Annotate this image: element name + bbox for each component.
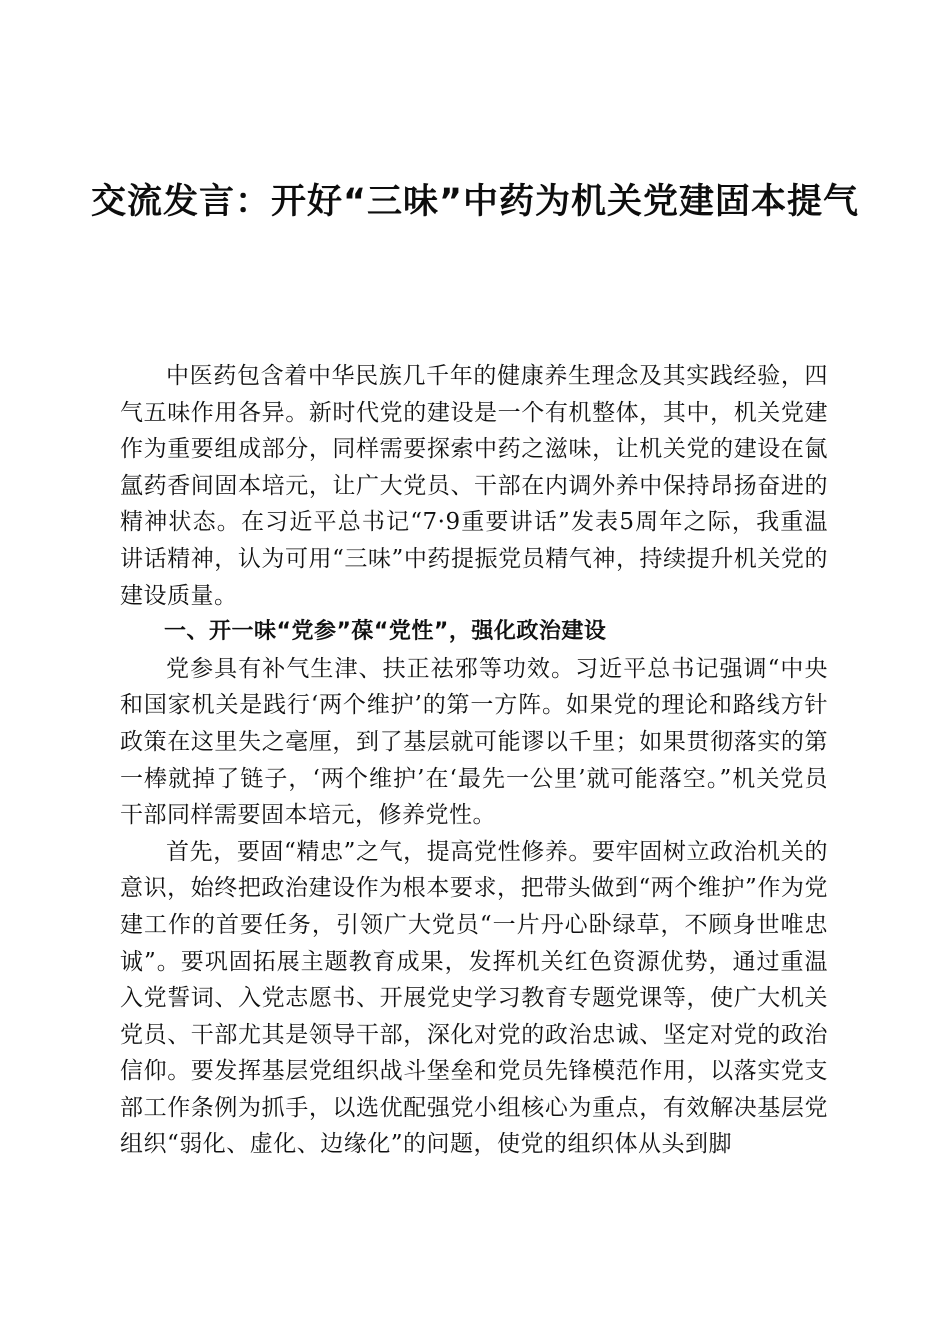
section-heading: 一、开一味“党参”葆“党性”，强化政治建设 — [164, 619, 607, 645]
document-body — [120, 358, 828, 1163]
body-paragraph: 首先，要固“精忠”之气，提高党性修养。要牢固树立政治机关的意识，始终把政治建设作为根本要求，把带头做到“两个维护”作为党建工作的首要任务，引领广大党员“一片丹心卧绿草，不顾身世唯忠诚”。要巩固拓展主题教育成果，发挥机关红色资源优势，通过重温入党誓词、入党志愿书、开展党史学习教育专题党课等，使广大机关党员、干部尤其是领导干部，深化对党的政治忠诚、坚定对党的政治信仰。要发挥基层党组织战斗堡垒和党员先锋模范作用，以落实党支部工作条例为抓手，以选优配强党小组核心为重点，有效解决基层党组织“弱化、虚化、边缘化”的问题，使党的组织体从头到脚 — [120, 838, 828, 1158]
intro-paragraph: 中医药包含着中华民族几千年的健康养生理念及其实践经验，四气五味作用各异。新时代党的建设是一个有机整体，其中，机关党建作为重要组成部分，同样需要探索中药之滋味，让机关党的建设在氤氲药香间固本培元，让广大党员、干部在内调外养中保持昂扬奋进的精神状态。在习近平总书记“7·9重要讲话”发表5周年之际，我重温讲话精神，认为可用“三味”中药提振党员精气神，持续提升机关党的建设质量。 — [120, 363, 828, 609]
body-paragraph: 党参具有补气生津、扶正祛邪等功效。习近平总书记强调“中央和国家机关是践行‘两个维护’的第一方阵。如果党的理论和路线方针政策在这里失之毫厘，到了基层就可能谬以千里；如果贯彻落实的第一棒就掉了链子，‘两个维护’在‘最先一公里’就可能落空。”机关党员干部同样需要固本培元，修养党性。 — [120, 655, 828, 829]
document-title: 交流发言：开好“三味”中药为机关党建固本提气 — [90, 182, 859, 222]
